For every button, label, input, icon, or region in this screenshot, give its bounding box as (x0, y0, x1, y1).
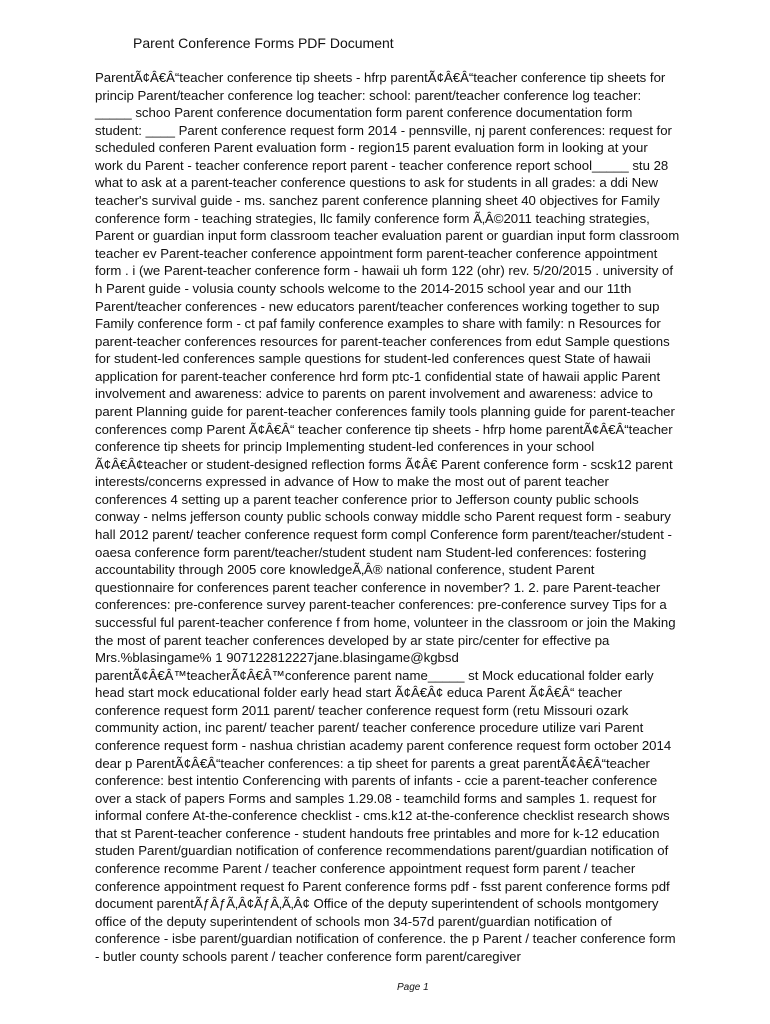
body-text-line: conference: best intentio Conferencing with parents of infants - ccie a parent-teacher conference (95, 773, 658, 789)
body-text-line: questionnaire for conferences parent teacher conference in november? 1. 2. pare Parent-teacher (95, 579, 661, 595)
body-text-line: accountability through 2005 core knowledgeÃ‚Â® national conference, student Parent (95, 562, 595, 578)
body-text-line: that st Parent-teacher conference - student handouts free printables and more for k-12 education (95, 825, 660, 841)
body-text-line: application for parent-teacher conference hrd form ptc-1 confidential state of hawaii applic Parent (95, 368, 661, 384)
body-text-line: h Parent guide - volusia county schools welcome to the 2014-2015 school year and our 11th (95, 280, 632, 296)
body-text-line: conference request form - nashua christian academy parent conference request form october 2014 (95, 737, 672, 753)
body-text-line: what to ask at a parent-teacher conference questions to ask for students in all grades: a ddi New (95, 175, 658, 191)
body-text-line: Family conference form - ct paf family conference examples to share with family: n Resources for (95, 316, 661, 332)
document-body (95, 69, 745, 965)
body-text-line: teacher's survival guide - ms. sanchez parent conference planning sheet 40 objectives for Family (95, 193, 660, 209)
body-text-line: involvement and awareness: advice to parents on parent involvement and awareness: advice to (95, 386, 653, 402)
body-text-line: conway - nelms jefferson county public schools conway middle scho Parent request form - seabury (95, 509, 671, 525)
body-text-line: conference - isbe parent/guardian notification of conference. the p Parent / teacher conference form (95, 931, 676, 947)
body-text-line: parent-teacher conferences resources for parent-teacher conferences from edut Sample questions (95, 333, 670, 349)
body-text-line: dear p ParentÃ¢Â€Â“teacher conferences: a tip sheet for parents a great parentÃ¢Â€Â“teacher (95, 755, 650, 771)
body-text-line: work du Parent - teacher conference report parent - teacher conference report school_____ stu 28 (95, 157, 669, 173)
page-number: Page 1 (397, 982, 429, 993)
body-text-line: form . i (we Parent-teacher conference form - hawaii uh form 122 (ohr) rev. 5/20/2015 . university of (95, 263, 674, 279)
body-text-line: parent Planning guide for parent-teacher conferences family tools planning guide for parent-teacher (95, 403, 675, 419)
body-text-line: document parentÃƒÂƒÃ‚Â¢ÃƒÂ‚Ã‚Â¢ Office of the deputy superintendent of schools montgomery (95, 896, 659, 912)
body-text-line: scheduled conferen Parent evaluation form - region15 parent evaluation form in looking at your (95, 140, 648, 156)
body-text-line: conferences 4 setting up a parent teacher conference prior to Jefferson county public schools (95, 491, 639, 507)
body-text-line: parentÃ¢Â€Â™teacherÃ¢Â€Â™conference parent name_____ st Mock educational folder early (95, 667, 654, 683)
body-text-line: conferences comp Parent Ã¢Â€Â“ teacher conference tip sheets - hfrp home parentÃ¢Â€Â“teacher (95, 421, 673, 437)
body-text-line: conference appointment request fo Parent conference forms pdf - fsst parent conference forms pdf (95, 878, 670, 894)
body-text-line: oaesa conference form parent/teacher/student student nam Student-led conferences: fostering (95, 544, 647, 560)
body-text-line: office of the deputy superintendent of schools mon 34-57d parent/guardian notification of (95, 913, 612, 929)
body-text-line: conference form - teaching strategies, llc family conference form Ã‚Â©2011 teaching strategies, (95, 210, 650, 226)
body-text-line: conference request form 2011 parent/ teacher conference request form (retu Missouri ozark (95, 702, 629, 718)
body-text-line: informal confere At-the-conference checklist - cms.k12 at-the-conference checklist research shows (95, 808, 670, 824)
body-text-line: Parent or guardian input form classroom teacher evaluation parent or guardian input form classroom (95, 228, 680, 244)
body-text-line: teacher ev Parent-teacher conference appointment form parent-teacher conference appointment (95, 245, 658, 261)
body-text-line: - butler county schools parent / teacher conference form parent/caregiver (95, 948, 521, 964)
body-text-line: Mrs.%blasingame% 1 907122812227jane.blasingame@kgbsd (95, 650, 459, 666)
body-text-line: for student-led conferences sample questions for student-led conferences quest State of hawaii (95, 351, 651, 367)
body-text-line: studen Parent/guardian notification of conference recommendations parent/guardian notification of (95, 843, 669, 859)
body-text-line: princip Parent/teacher conference log teacher: school: parent/teacher conference log teacher: (95, 87, 642, 103)
body-text-line: conferences: pre-conference survey parent-teacher conferences: pre-conference survey Tips for a (95, 597, 667, 613)
body-text-line: over a stack of papers Forms and samples 1.29.08 - teamchild forms and samples 1. request for (95, 790, 657, 806)
body-text-line: the most of parent teacher conferences developed by ar state pirc/center for effective pa (95, 632, 610, 648)
body-text-line: conference recomme Parent / teacher conference appointment request form parent / teacher (95, 861, 636, 877)
body-text-line: conference tip sheets for princip Implementing student-led conferences in your school (95, 439, 595, 455)
body-text-line: ParentÃ¢Â€Â“teacher conference tip sheets - hfrp parentÃ¢Â€Â“teacher conference tip sheets for (95, 70, 666, 85)
body-text-line: head start mock educational folder early head start Ã¢Â€Â¢ educa Parent Ã¢Â€Â“ teacher (95, 685, 623, 701)
body-text-line: community action, inc parent/ teacher parent/ teacher conference procedure utilize vari Parent (95, 720, 644, 736)
body-text-line: student: ____ Parent conference request form 2014 - pennsville, nj parent conferences: request for (95, 122, 672, 138)
body-text-line: interests/concerns expressed in advance of How to make the most out of parent teacher (95, 474, 609, 490)
body-text-line: Ã¢Â€Â¢teacher or student-designed reflection forms Ã¢Â€ Parent conference form - scsk12 parent (95, 456, 673, 472)
body-text-line: _____ schoo Parent conference documentation form parent conference documentation form (95, 105, 633, 121)
body-text-line: hall 2012 parent/ teacher conference request form compl Conference form parent/teacher/student - (95, 527, 672, 543)
document-title: Parent Conference Forms PDF Document (133, 35, 394, 51)
body-text-line: successful ful parent-teacher conference f from home, volunteer in the classroom or join the Making (95, 614, 676, 630)
body-text-line: Parent/teacher conferences - new educators parent/teacher conferences working together to sup (95, 298, 660, 314)
